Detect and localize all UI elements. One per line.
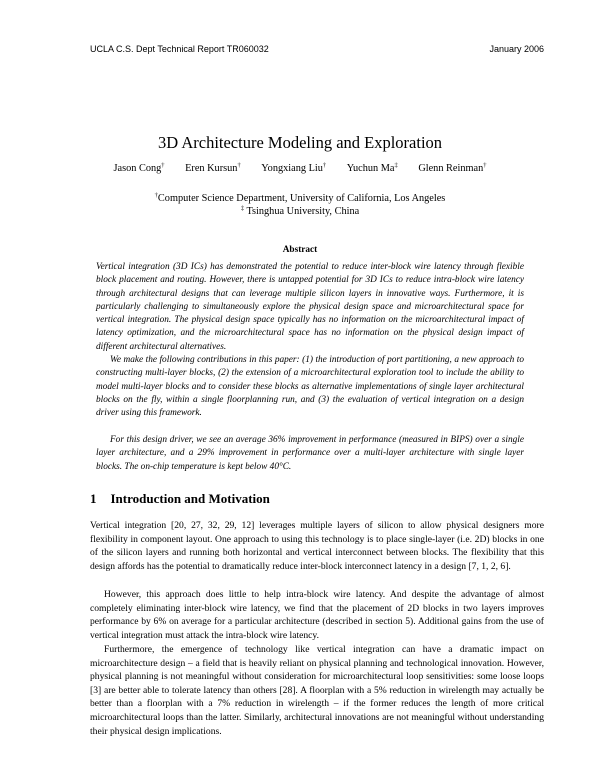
affiliation-mark: † — [322, 162, 327, 169]
affiliation-text: Computer Science Department, University of California, Los Angeles — [157, 193, 446, 204]
author — [185, 163, 241, 174]
body-paragraph: Vertical integration [20, 27, 32, 29, 12] leverages multiple layers of silicon to allow physical designers more flexibility in component layout. One approach to using this technology is to place single-layer (i.e. 2D) blocks in one of the silicon layers and running both horizontal and vertical interconnect between blocks. The flexibility that this design affords has the potential to dramatically reduce inter-block interconnect latency in a design [7, 1, 2, 6]. — [90, 520, 544, 572]
author-name: Yongxiang Liu — [261, 163, 323, 174]
section-number: 1 — [90, 491, 97, 506]
affiliation-tsinghua — [0, 206, 600, 217]
affiliation-mark: † — [237, 162, 241, 169]
affiliation-mark: † — [161, 162, 165, 169]
section-title: Introduction and Motivation — [110, 491, 270, 506]
author — [261, 163, 326, 174]
abstract-paragraph: For this design driver, we see an average 36% improvement in performance (measured in BIPS) over a single layer architecture, and a 29% improvement in performance over a multi-layer architecture with single layer blocks. The on-chip temperature is kept below 40°C. — [96, 435, 524, 472]
affiliation-mark: ‡ — [394, 162, 398, 169]
author-name: Jason Cong — [113, 163, 162, 174]
body-paragraph: Furthermore, the emergence of technology like vertical integration can have a dramatic impact on microarchitecture design – a field that is heavily reliant on physical planning and technological innovation. However, physical planning is not meaningful without consideration for microarchitectural loop sensitivities: some loose loops [3] are better able to tolerate latency than others [28]. A floorplan with a 5% reduction in wirelength may actually be better than a floorplan with a 7% reduction in wirelength – if the former reduces the length of more critical microarchitectural loops than the latter. Similarly, architectural innovations are not meaningful without understanding their physical design implications. — [90, 644, 544, 737]
author — [114, 163, 165, 174]
author — [418, 163, 486, 174]
report-date: January 2006 — [489, 44, 544, 54]
section-heading — [90, 491, 270, 507]
affiliation-text: Tsinghua University, China — [244, 206, 360, 217]
affiliation-ucla — [0, 193, 600, 204]
body-paragraph: However, this approach does little to help intra-block wire latency. And despite the advantage of almost completely eliminating inter-block wire latency, we find that the placement of 2D blocks in two layers improves performance by 6% on average for a particular architecture (described in section 5). Additional gains from the use of vertical integration must attack the intra-block wire latency. — [90, 589, 544, 641]
author — [347, 163, 398, 174]
author-list — [0, 163, 600, 174]
author-name: Yuchun Ma — [346, 163, 395, 174]
affiliation-mark: † — [483, 162, 487, 169]
author-name: Glenn Reinman — [418, 163, 484, 174]
abstract-paragraph: Vertical integration (3D ICs) has demonstrated the potential to reduce inter-block wire latency through flexible block placement and routing. However, there is untapped potential for 3D ICs to reduce intra-block wire latency through architectural designs that can leverage multiple silicon layers in innovative ways. Furthermore, it is particularly challenging to simultaneously explore the physical design space and microarchitectural space for vertical integration. The physical design space typically has no information on the microarchitectural impact of latency optimization, and the microarchitectural space has no information on the physical design impact of different architectural alternatives. — [96, 262, 524, 352]
affiliation-mark: ‡ — [240, 205, 245, 212]
report-id: UCLA C.S. Dept Technical Report TR060032 — [90, 44, 269, 54]
abstract-heading: Abstract — [282, 245, 318, 255]
paper-title: 3D Architecture Modeling and Exploration — [157, 133, 443, 152]
abstract-paragraph: We make the following contributions in this paper: (1) the introduction of port partitioning, a new approach to constructing multi-layer blocks, (2) the extension of a microarchitectural exploration tool to include the ability to model multi-layer blocks and to consider these blocks as alternative implementations of single layer architectural blocks on the fly, within a single floorplanning run, and (3) the evaluation of vertical integration on a design driver using this framework. — [96, 355, 524, 419]
author-name: Eren Kursun — [185, 163, 238, 174]
affiliation-mark: † — [154, 192, 158, 199]
